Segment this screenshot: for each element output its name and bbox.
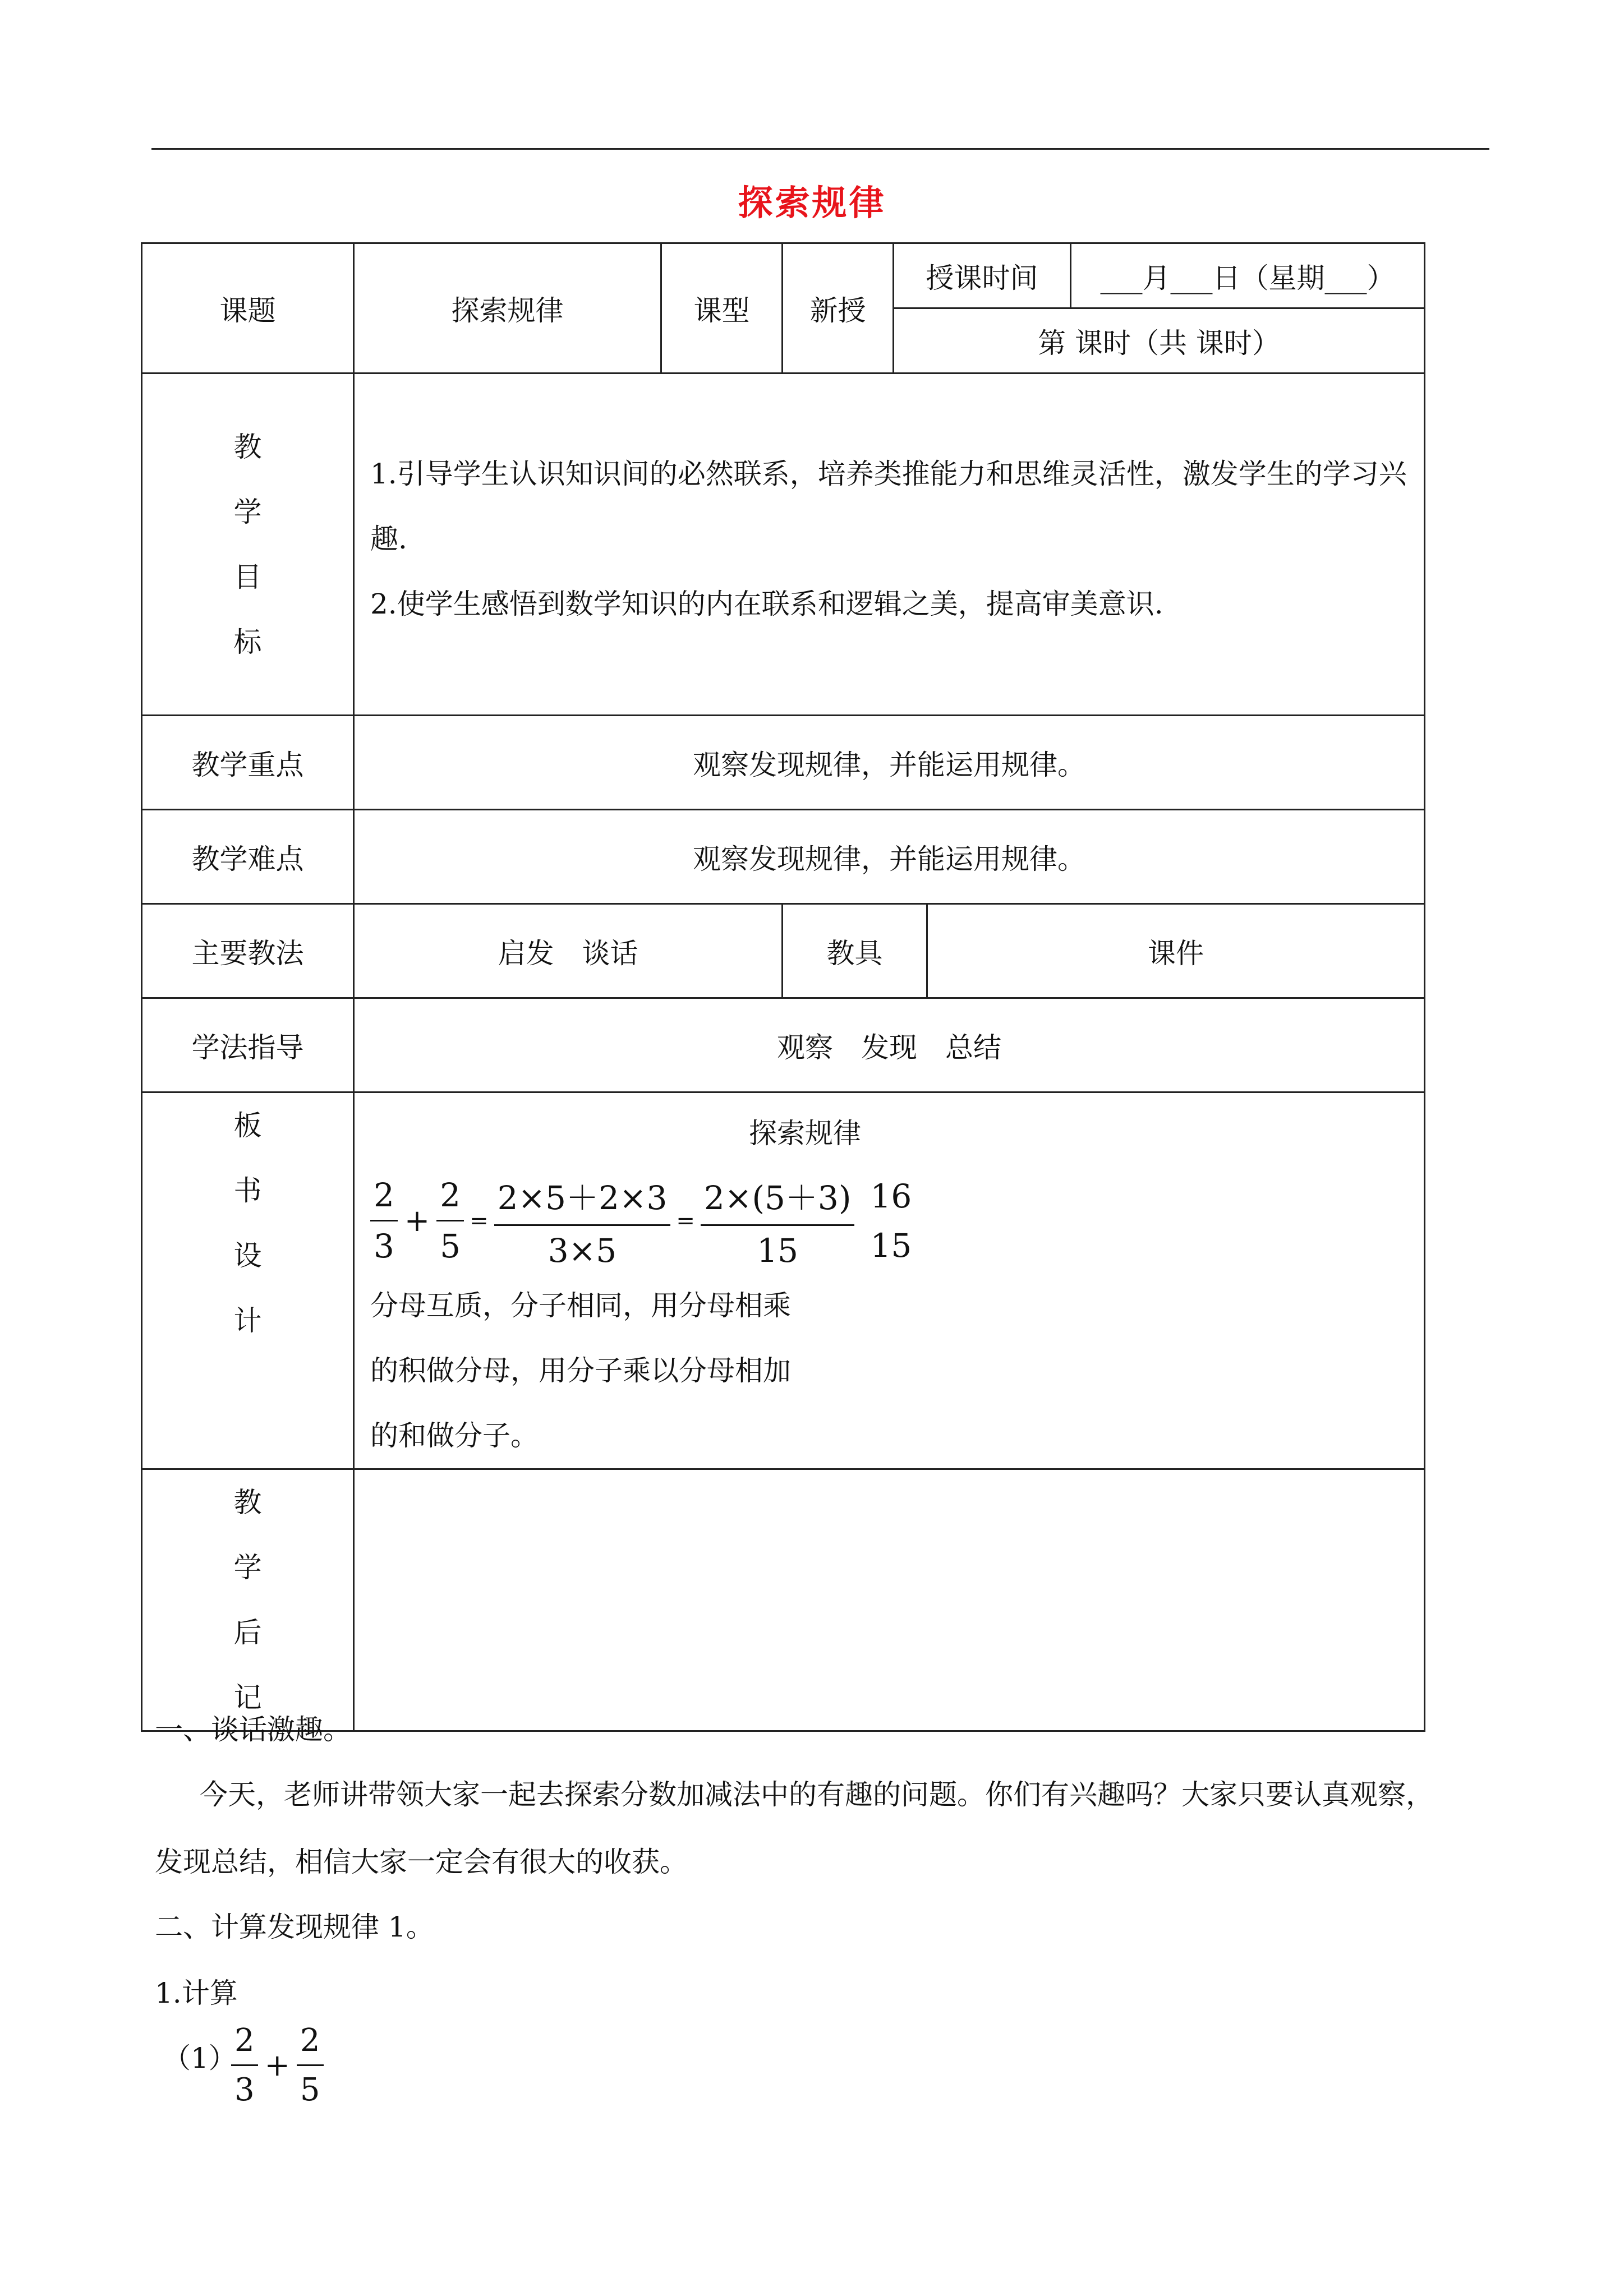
study-value: 观察 发现 总结 xyxy=(354,998,1425,1092)
period-value: 第 课时（共 课时） xyxy=(894,308,1425,374)
tool-value: 课件 xyxy=(927,904,1425,998)
plus-sign: + xyxy=(404,1203,430,1238)
fraction: $\frac{2\times 5+2\times 3}{3\times 5}$ xyxy=(494,1172,671,1270)
board-line: 分母互质，分子相同，用分母相乘 xyxy=(370,1289,791,1322)
type-value: 新授 xyxy=(783,243,894,374)
reflection-char: 后 xyxy=(233,1616,262,1649)
board-heading: 探索规律 xyxy=(749,1117,861,1150)
method-value: 启发 谈话 xyxy=(354,904,783,998)
goals-char: 目 xyxy=(233,560,262,593)
goals-content xyxy=(354,374,1425,716)
board-label xyxy=(142,1092,354,1469)
goal-item: 2.使学生感悟到数学知识的内在联系和逻辑之美，提高审美意识. xyxy=(370,588,1163,620)
plus-sign: + xyxy=(264,2048,290,2083)
goals-label xyxy=(142,374,354,716)
section-2-sub-label: （1） xyxy=(163,2042,237,2074)
section-1-heading: 一、谈话激趣。 xyxy=(155,1713,351,1746)
fraction: $\frac{2}{3}$ xyxy=(231,2022,258,2108)
date-value: ___月___日（星期___） xyxy=(1071,243,1425,308)
reflection-char: 记 xyxy=(233,1681,262,1714)
equals-sign: = xyxy=(470,1207,489,1234)
method-label: 主要教法 xyxy=(142,904,354,998)
board-line: 的和做分子。 xyxy=(370,1419,539,1452)
goals-char: 学 xyxy=(233,495,262,528)
goals-char: 标 xyxy=(233,625,262,658)
time-label: 授课时间 xyxy=(894,243,1071,308)
exercise-expression xyxy=(231,2022,324,2108)
reflection-char: 教 xyxy=(233,1486,262,1519)
page-title: 探索规律 xyxy=(738,182,886,223)
tool-label: 教具 xyxy=(783,904,927,998)
top-rule xyxy=(151,148,1489,150)
section-1-para-cont: 发现总结，相信大家一定会有很大的收获。 xyxy=(155,1846,688,1878)
section-2-item: 1.计算 xyxy=(155,1977,238,2009)
board-char: 书 xyxy=(233,1174,262,1207)
fraction: 16 15 xyxy=(870,1177,912,1265)
section-1-para: 今天，老师讲带领大家一起去探索分数加减法中的有趣的问题。你们有兴趣吗？大家只要认真观察， xyxy=(200,1778,1434,1811)
reflection-content xyxy=(354,1469,1425,1731)
reflection-char: 学 xyxy=(233,1551,262,1584)
board-line: 的积做分母，用分子乘以分母相加 xyxy=(370,1354,791,1387)
topic-value: 探索规律 xyxy=(354,243,661,374)
topic-label: 课题 xyxy=(142,243,354,374)
lesson-plan-table xyxy=(141,242,1425,1732)
difficulty-value: 观察发现规律，并能运用规律。 xyxy=(354,810,1425,904)
board-formula xyxy=(370,1172,1424,1270)
type-label: 课型 xyxy=(661,243,783,374)
fraction: $\frac{2\times(5+3)}{15}$ xyxy=(701,1172,855,1270)
reflection-label xyxy=(142,1469,354,1731)
key-point-value: 观察发现规律，并能运用规律。 xyxy=(354,716,1425,810)
section-2-heading: 二、计算发现规律 1。 xyxy=(155,1911,434,1943)
goals-char: 教 xyxy=(233,430,262,463)
board-char: 设 xyxy=(233,1239,262,1272)
board-char: 计 xyxy=(233,1304,262,1337)
goal-item: 1.引导学生认识知识间的必然联系，培养类推能力和思维灵活性，激发学生的学习兴趣. xyxy=(370,458,1407,555)
key-point-label: 教学重点 xyxy=(142,716,354,810)
difficulty-label: 教学难点 xyxy=(142,810,354,904)
study-label: 学法指导 xyxy=(142,998,354,1092)
fraction: $\frac{2}{5}$ xyxy=(436,1176,464,1265)
fraction: $\frac{2}{3}$ xyxy=(370,1176,398,1265)
fraction: $\frac{2}{5}$ xyxy=(297,2022,324,2108)
equals-sign: = xyxy=(676,1207,695,1234)
board-content xyxy=(354,1092,1425,1469)
board-char: 板 xyxy=(233,1109,262,1142)
